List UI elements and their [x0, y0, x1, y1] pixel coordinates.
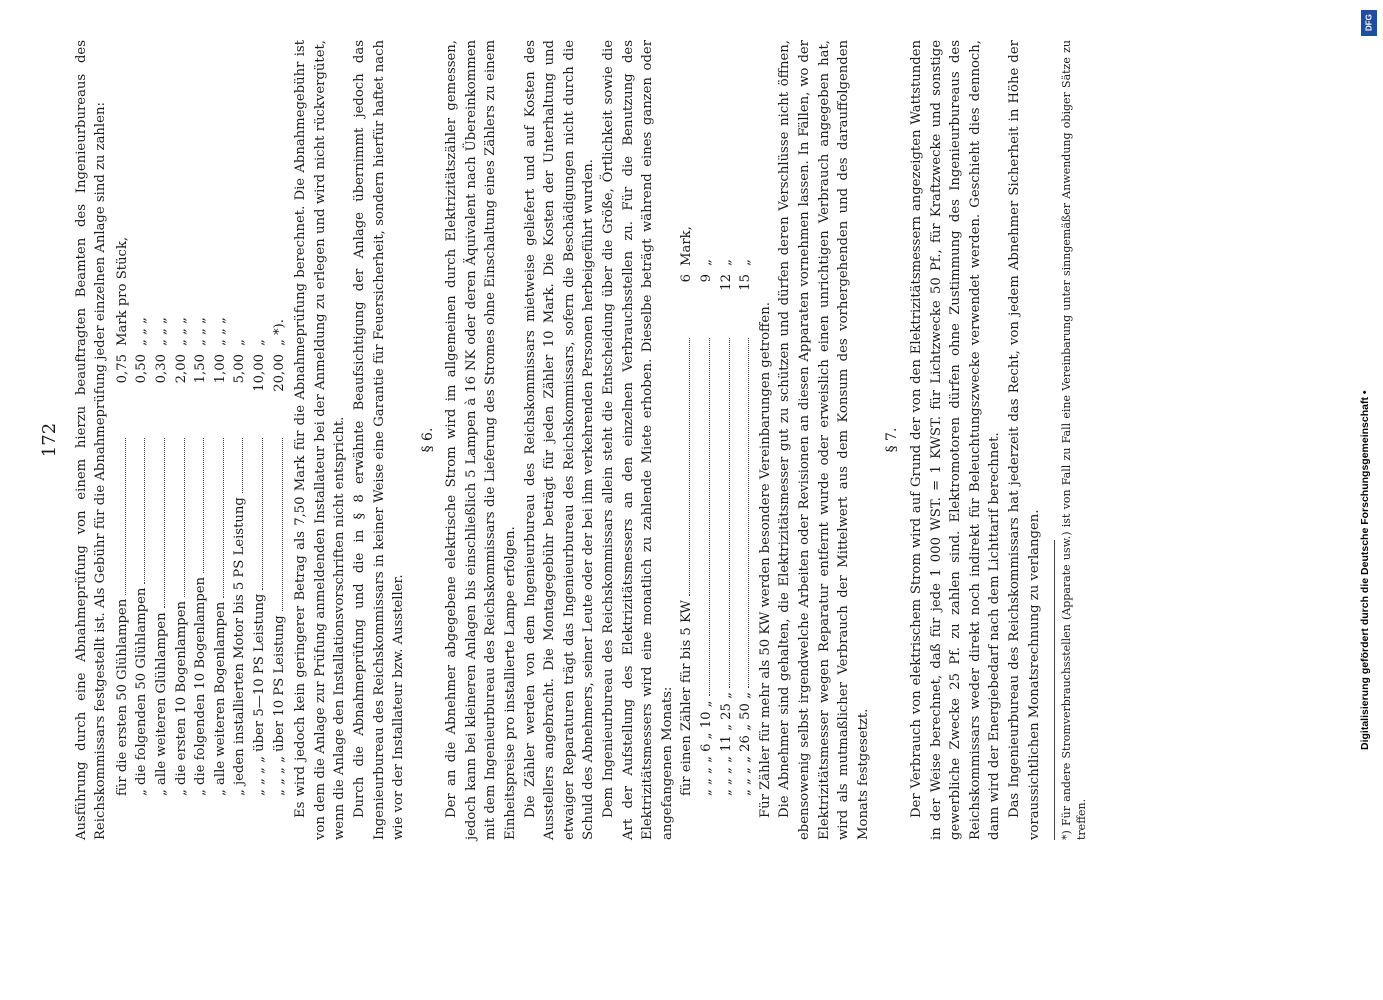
fee-amount: 10,00 — [251, 354, 267, 392]
paragraph-consumption: Der Verbrauch von elektrischem Strom wird auf Grund der von den Elektrizitätsmessern angezeigten Wattstunden in der Weise berechnet, daß für jede 1 000 WST. = 1 KWST. für Lichtzwecke 50 Pf., für Kraftzwecke und sonstige gewerbliche Zwecke 25 Pf. zu zahlen sind. Elektromotoren dürfen ohne Zustimmung des Ingenieurbureaus des Reichskommissars weder direkt noch indirekt für Beleuchtungszwecke verwendet werden. Geschieht dies dennoch, dann wird der Energiebedarf nach dem Lichttarif berechnet. — [908, 40, 1003, 840]
meter-label: „ „ „ „ 6 „ 10 „ — [699, 700, 714, 796]
meter-unit: „ — [699, 259, 714, 266]
fee-label: „ die folgenden 50 Glühlampen — [134, 587, 150, 796]
page-number: 172 — [39, 422, 60, 458]
dfg-credit-text: Digitalisierung gefördert durch die Deutsche Forschungsgemeinschaft • — [1359, 390, 1371, 750]
paragraph-security-deposit: Das Ingenieurbureau des Reichskommissars hat jederzeit das Recht, von jedem Abnehmer Sicherheit in Höhe der voraussichtlichen Monatsrechnung zu verlangen. — [1006, 40, 1042, 840]
fee-label: „ alle weiteren Bogenlampen — [212, 601, 228, 796]
meter-amount: 9 — [699, 274, 714, 283]
paragraph-large-meters: Für Zähler für mehr als 50 KW werden besondere Vereinbarungen getroffen. — [757, 302, 773, 818]
fee-row — [152, 196, 172, 796]
fee-amount: 0,30 — [153, 354, 169, 384]
fee-unit: „ — [251, 339, 267, 346]
fee-unit: „ — [232, 339, 248, 346]
rotated-page — [40, 40, 1310, 840]
meter-label: für einen Zähler für bis 5 KW — [679, 600, 695, 796]
fee-amount: 1,00 — [212, 354, 228, 384]
meter-rent-list — [677, 40, 755, 840]
fee-label: für die ersten 50 Glühlampen — [114, 598, 130, 796]
fee-label: „ die folgenden 10 Bogenlampen — [193, 576, 209, 796]
fee-amount: 20,00 — [271, 354, 287, 392]
fee-amount: 0,50 — [134, 354, 150, 384]
fee-label: „ jeden installierten Motor bis 5 PS Leistung — [232, 497, 248, 796]
meter-amount: 15 — [738, 274, 754, 291]
meter-label: „ „ „ „ 26 „ 50 „ — [738, 692, 754, 796]
fee-unit: „ „ „ — [193, 317, 209, 346]
footnote: *) Für andere Stromverbrauchsstellen (Apparate usw.) ist von Fall zu Fall eine Vereinbarung unter sinngemäßer Anwendung obiger Sätze zu treffen. — [1060, 40, 1089, 840]
fee-label: „ „ „ „ über 10 PS Leistung — [271, 615, 287, 796]
fee-unit: Mark pro Stück, — [114, 236, 130, 346]
fee-amount: 2,00 — [173, 354, 189, 384]
section-heading-6: § 6. — [419, 427, 436, 453]
meter-unit: „ — [718, 259, 734, 266]
fee-row — [230, 196, 250, 796]
fee-row — [191, 196, 211, 796]
meter-row — [736, 176, 756, 796]
fee-unit: „ „ „ — [212, 317, 228, 346]
fee-label: „ alle weiteren Glühlampen — [153, 612, 169, 796]
meter-unit: „ — [738, 259, 754, 266]
paragraph-minimum-fee: Es wird jedoch kein geringerer Betrag als 7,50 Mark für die Abnahmeprüfung berechnet. Die Abnahmegebühr ist von dem die Anlage zur Prüfung anmeldenden Installateur bei der Anmeldung zu erlegen und wird nicht rückvergütet, wenn die Anlage den Installationsvorschriften nicht entspricht. — [293, 40, 348, 840]
meter-row — [677, 176, 697, 796]
fee-row — [250, 196, 270, 796]
fee-unit: „ „ „ — [153, 317, 169, 346]
meter-label: „ „ „ „ 11 „ 25 „ — [718, 692, 734, 796]
fee-unit: „ *). — [271, 319, 287, 346]
fee-amount: 5,00 — [232, 354, 248, 384]
intro-paragraph: Ausführung durch eine Abnahmeprüfung von einem hierzu beauftragten Beamten des Ingenieurbureaus des Reichskommissars festgestellt ist. Als Gebühr für die Abnahmeprüfung jeder einzelnen Anlage sind zu zahlen: — [73, 40, 109, 840]
paragraph-meter-rent: Dem Ingenieurbureau des Reichskommissars allein steht die Entscheidung über die Größe, Örtlichkeit sowie die Art der Aufstellung des Elektrizitätsmessers an den einzelnen Verbrauchsstellen zu. Für die Benutzung des Elektrizitätsmessers wird eine monatlich zu zahlende Miete erhoben. Dieselbe beträgt während eines ganzen oder angefangenen Monats: — [601, 40, 675, 840]
fee-row — [113, 196, 133, 796]
fee-amount: 0,75 — [114, 354, 130, 384]
paragraph-meters: Der an die Abnehmer abgegebene elektrische Strom wird im allgemeinen durch Elektrizitätszähler gemessen, jedoch kann bei kleineren Anlagen bis einschließlich 5 Lampen à 16 NK oder deren Äquivalent nach Übereinkommen mit dem Ingenieurbureau des Reichskommissars die Lieferung des Stromes ohne Einschaltung eines Zählers zu einem Einheitspreise pro installierte Lampe erfolgen. — [444, 40, 519, 840]
paragraph-meter-installation: Die Zähler werden von dem Ingenieurbureau des Reichskommissars mietweise geliefert und auf Kosten des Ausstellers angebracht. Die Montagegebühr beträgt für jeden Zähler 10 Mark. Die Kosten der Unterhaltung und etwaiger Reparaturen trägt das Ingenieurbureau des Reichskommissars, sofern die Beschädigungen nicht durch die Schuld des Abnehmers, seiner Leute oder der bei ihm verkehrenden Personen herbeigeführt wurden. — [522, 40, 597, 840]
fee-row — [211, 196, 231, 796]
dfg-credit-strip — [1359, 10, 1381, 750]
fee-amount: 1,50 — [193, 354, 209, 384]
fee-unit: „ „ „ — [173, 317, 189, 346]
meter-unit: Mark, — [679, 226, 695, 266]
meter-amount: 12 — [718, 274, 734, 291]
fee-label: „ „ „ „ über 5—10 PS Leistung — [251, 593, 267, 796]
meter-row — [717, 176, 737, 796]
fee-unit: „ „ „ — [134, 317, 150, 346]
dfg-logo: DFG — [1361, 10, 1377, 36]
fee-row — [270, 196, 290, 796]
fee-list — [113, 40, 289, 840]
section-heading-7: § 7. — [884, 427, 901, 453]
fee-row — [132, 196, 152, 796]
fee-label: „ die ersten 10 Bogenlampen — [173, 600, 189, 796]
meter-amount: 6 — [679, 274, 695, 283]
paragraph-no-guarantee: Durch die Abnahmeprüfung und die in § 8 erwähnte Beaufsichtigung der Anlage übernimmt jedoch das Ingenieurbureau des Reichskommissars in keiner Weise eine Garantie für Feuersicherheit, sondern hierfür haftet nach wie vor der Installateur bzw. Aussteller. — [351, 40, 407, 840]
paragraph-meter-protection: Die Abnehmer sind gehalten, die Elektrizitätsmesser gut zu schützen und dürfen deren Verschlüsse nicht öffnen, ebensowenig selbst irgendwelche Arbeiten oder Revisionen an diesen Apparaten vornehmen lassen. In Fällen, wo der Elektrizitätsmesser wegen Reparatur entfernt wurde oder erweislich einen unrichtigen Verbrauch angegeben hat, wird als mutmaßlicher Verbrauch der Mittelwert aus dem Konsum des vorhergehenden und des darauffolgenden Monats festgesetzt. — [777, 40, 871, 840]
meter-row — [697, 176, 717, 796]
fee-row — [172, 196, 192, 796]
